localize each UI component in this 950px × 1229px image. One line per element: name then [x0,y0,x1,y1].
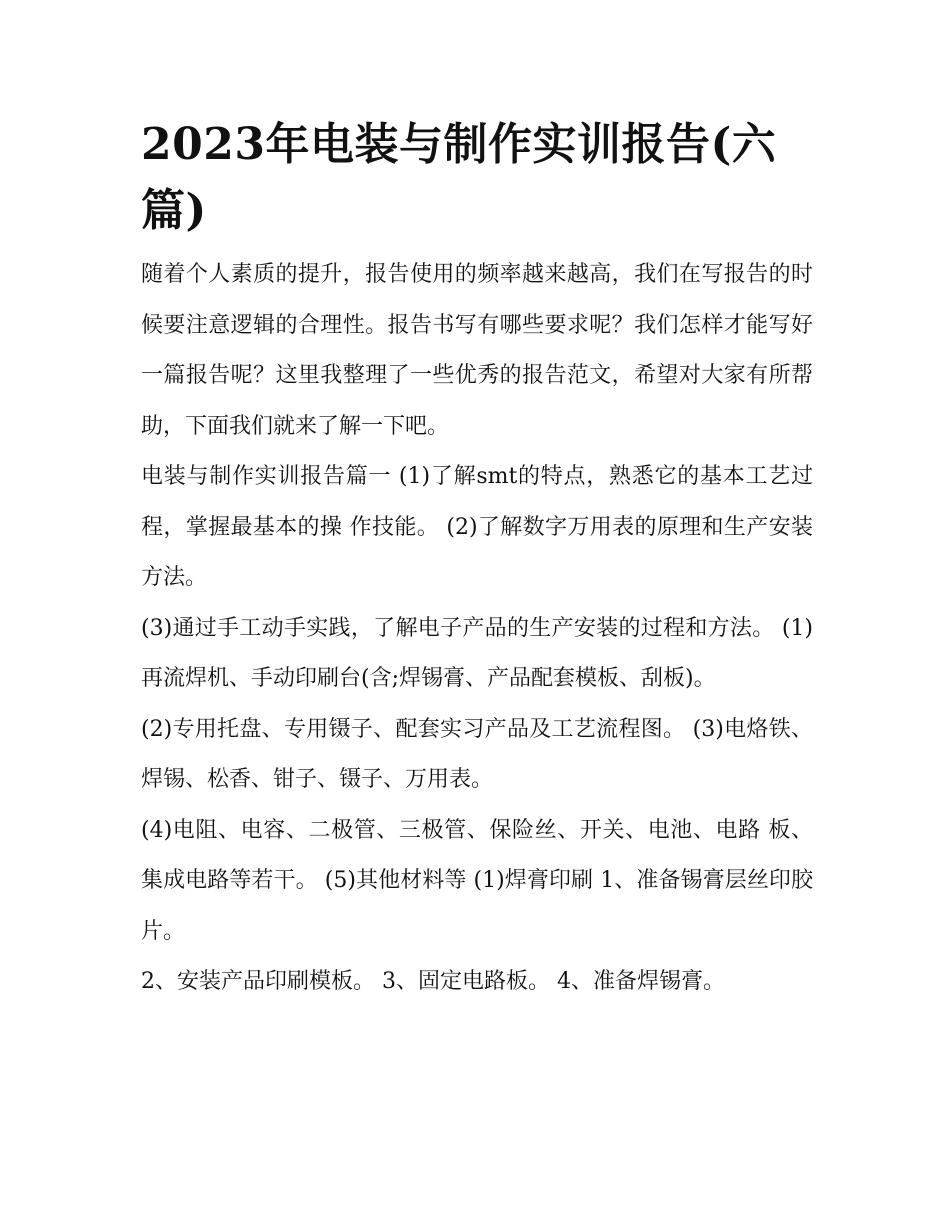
paragraph-intro: 随着个人素质的提升，报告使用的频率越来越高，我们在写报告的时候要注意逻辑的合理性。报告书写有哪些要求呢？我们怎样才能写好一篇报告呢？这里我整理了一些优秀的报告范文，希望对大家有所帮助，下面我们就来了解一下吧。 [141,262,813,439]
paragraph-2: (3)通过手工动手实践，了解电子产品的生产安装的过程和方法。 (1)再流焊机、手动印刷台(含;焊锡膏、产品配套模板、刮板)。 [141,615,813,691]
paragraph-4: (4)电阻、电容、二极管、三极管、保险丝、开关、电池、电路 板、集成电路等若干。 (5)其他材料等 (1)焊膏印刷 1、准备锡膏层丝印胶片。 [141,817,813,944]
paragraph-3: (2)专用托盘、专用镊子、配套实习产品及工艺流程图。 (3)电烙铁、焊锡、松香、钳子、镊子、万用表。 [141,716,813,792]
document-page [141,112,813,1008]
paragraph-1: 电装与制作实训报告篇一 (1)了解smt的特点，熟悉它的基本工艺过程，掌握最基本的操 作技能。 (2)了解数字万用表的原理和生产安装方法。 [141,464,813,590]
paragraph-5: 2、安装产品印刷模板。 3、固定电路板。 4、准备焊锡膏。 [141,969,725,994]
document-title: 2023年电装与制作实训报告(六篇) [141,119,777,236]
